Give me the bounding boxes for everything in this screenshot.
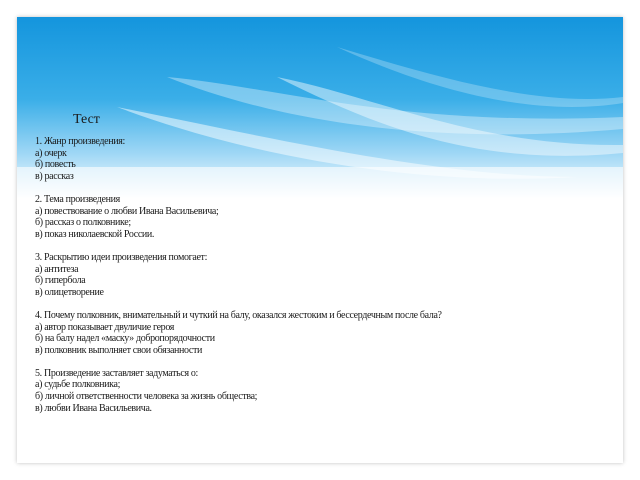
question-text: 3. Раскрытию идеи произведения помогает:: [35, 251, 208, 263]
question-text: 2. Тема произведения: [35, 193, 120, 205]
question-2: [35, 194, 595, 240]
answer-option: в) любви Ивана Васильевича.: [35, 402, 152, 414]
question-1: [35, 136, 595, 182]
answer-option: б) на балу надел «маску» добропорядочности: [35, 333, 215, 345]
answer-option: в) олицетворение: [35, 286, 104, 298]
answer-option: в) полковник выполняет свои обязанности: [35, 344, 203, 356]
question-text: 1. Жанр произведения:: [35, 136, 125, 147]
answer-option: б) повесть: [35, 159, 76, 171]
answer-option: а) автор показывает двуличие героя: [35, 321, 175, 333]
answer-option: а) очерк: [35, 147, 67, 159]
answer-option: а) судьбе полковника;: [35, 379, 121, 391]
question-3: [35, 252, 595, 298]
slide: [17, 17, 623, 463]
question-text: 4. Почему полковник, внимательный и чуткий на балу, оказался жестоким и бессердечным после бала?: [35, 309, 442, 321]
question-5: [35, 368, 595, 414]
answer-option: б) рассказ о полковнике;: [35, 217, 131, 229]
question-4: [35, 310, 595, 356]
answer-option: б) гипербола: [35, 275, 86, 287]
answer-option: в) рассказ: [35, 170, 74, 182]
answer-option: в) показ николаевской России.: [35, 228, 155, 240]
test-content: [35, 136, 595, 426]
answer-option: б) личной ответственности человека за жизнь общества;: [35, 391, 258, 403]
question-text: 5. Произведение заставляет задуматься о:: [35, 367, 198, 379]
answer-option: а) антитеза: [35, 263, 79, 275]
answer-option: а) повествование о любви Ивана Васильевича;: [35, 205, 219, 217]
slide-title: Тест: [73, 112, 100, 127]
